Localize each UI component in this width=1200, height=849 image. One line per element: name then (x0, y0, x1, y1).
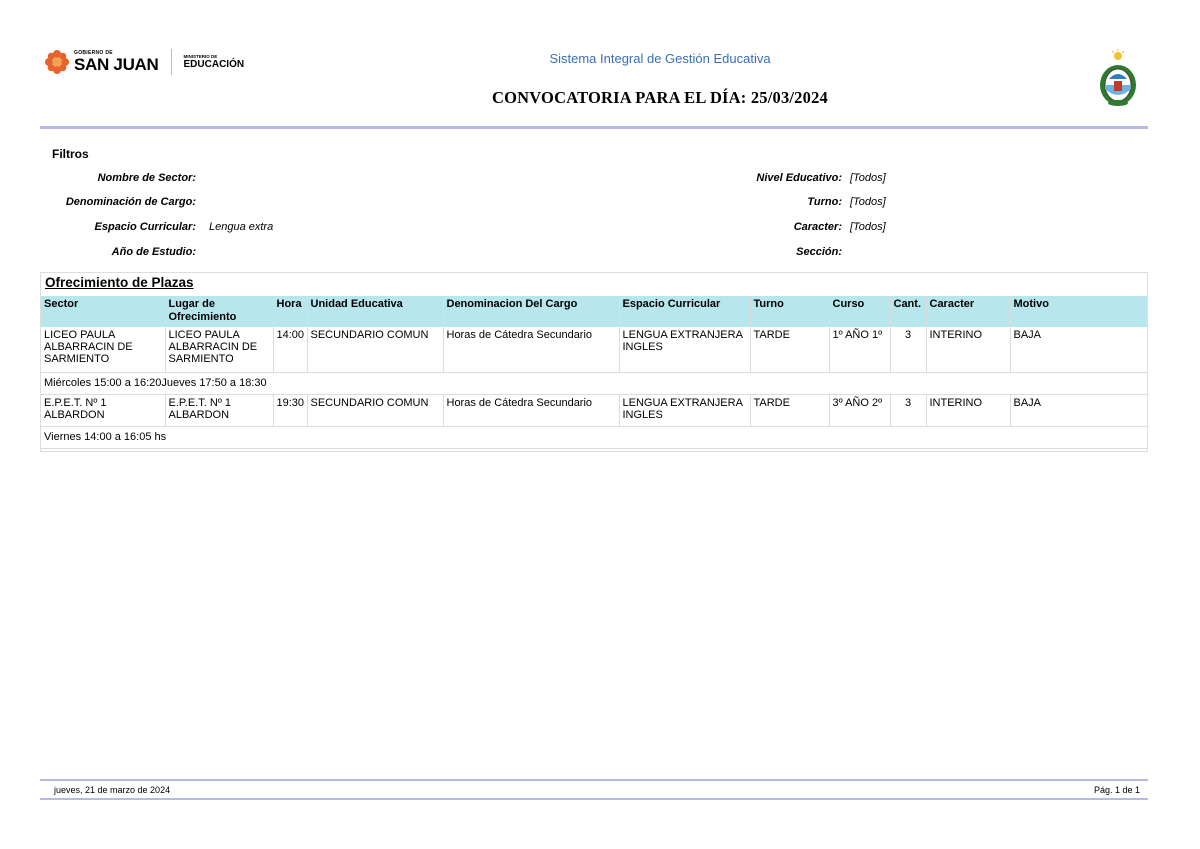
col-header-motivo: Motivo (1010, 296, 1147, 327)
cell-lugar: E.P.E.T. Nº 1 ALBARDON (165, 394, 273, 426)
plazas-heading: Ofrecimiento de Plazas (45, 275, 194, 290)
filter-label-nombre-sector: Nombre de Sector: (97, 172, 196, 184)
ministry-logo-big: EDUCACIÓN (183, 59, 245, 70)
col-header-unidad: Unidad Educativa (307, 296, 443, 327)
header-divider (40, 126, 1148, 129)
filter-label-espacio-curricular: Espacio Curricular: (94, 221, 196, 233)
filter-label-nivel-educativo: Nivel Educativo: (756, 172, 842, 184)
filter-label-denominacion-cargo: Denominación de Cargo: (65, 196, 196, 208)
col-header-caracter: Caracter (926, 296, 1010, 327)
footer-divider-top (40, 779, 1148, 781)
col-header-curso: Curso (829, 296, 890, 327)
cell-cargo: Horas de Cátedra Secundario (443, 327, 619, 372)
cell-motivo: BAJA (1010, 327, 1147, 372)
schedule-row (41, 372, 1147, 394)
cell-espacio: LENGUA EXTRANJERA INGLES (619, 327, 750, 372)
cell-schedule: Miércoles 15:00 a 16:20Jueves 17:50 a 18:30 (41, 372, 1147, 394)
cell-unidad: SECUNDARIO COMUN (307, 394, 443, 426)
table-header-row (41, 296, 1147, 327)
col-header-hora: Hora (273, 296, 307, 327)
filter-label-turno: Turno: (807, 196, 842, 208)
col-header-cargo: Denominacion Del Cargo (443, 296, 619, 327)
footer-date: jueves, 21 de marzo de 2024 (54, 785, 171, 795)
cell-curso: 1º AÑO 1º (829, 327, 890, 372)
cell-unidad: SECUNDARIO COMUN (307, 327, 443, 372)
cell-turno: TARDE (750, 327, 829, 372)
filter-label-seccion: Sección: (796, 246, 842, 258)
filter-value-nivel-educativo: [Todos] (850, 172, 886, 184)
cell-hora: 19:30 (273, 394, 307, 426)
filter-label-anio-estudio: Año de Estudio: (111, 246, 196, 258)
provincial-crest-icon (1098, 49, 1138, 109)
cell-turno: TARDE (750, 394, 829, 426)
cell-espacio: LENGUA EXTRANJERA INGLES (619, 394, 750, 426)
col-header-lugar: Lugar de Ofrecimiento (165, 296, 273, 327)
gov-logo-small: GOBIERNO DE (74, 50, 113, 56)
cell-sector: LICEO PAULA ALBARRACIN DE SARMIENTO (41, 327, 165, 372)
table-row (41, 327, 1147, 372)
cell-caracter: INTERINO (926, 327, 1010, 372)
cell-curso: 3º AÑO 2º (829, 394, 890, 426)
schedule-row (41, 426, 1147, 448)
document-title: CONVOCATORIA PARA EL DÍA: 25/03/2024 (492, 88, 828, 107)
footer-divider-bottom (40, 798, 1148, 800)
ministry-logo-small: MINISTERIO DE (183, 54, 218, 59)
cell-lugar: LICEO PAULA ALBARRACIN DE SARMIENTO (165, 327, 273, 372)
filter-value-espacio-curricular: Lengua extra (209, 221, 274, 233)
filter-value-caracter: [Todos] (850, 221, 886, 233)
cell-cant: 3 (890, 394, 926, 426)
cell-motivo: BAJA (1010, 394, 1147, 426)
filters-heading: Filtros (52, 147, 89, 161)
col-header-cant: Cant. (890, 296, 926, 327)
filter-value-turno: [Todos] (850, 196, 886, 208)
cell-cant: 3 (890, 327, 926, 372)
cell-sector: E.P.E.T. Nº 1 ALBARDON (41, 394, 165, 426)
system-title: Sistema Integral de Gestión Educativa (549, 51, 771, 66)
plazas-section (40, 272, 1148, 452)
col-header-sector: Sector (41, 296, 165, 327)
table-row (41, 394, 1147, 426)
footer-page-number: Pág. 1 de 1 (1093, 785, 1140, 795)
col-header-espacio: Espacio Curricular (619, 296, 750, 327)
filter-label-caracter: Caracter: (793, 221, 842, 233)
cell-caracter: INTERINO (926, 394, 1010, 426)
gov-logo-big: SAN JUAN (74, 55, 159, 74)
cell-cargo: Horas de Cátedra Secundario (443, 394, 619, 426)
cell-hora: 14:00 (273, 327, 307, 372)
plazas-table (41, 296, 1147, 449)
col-header-turno: Turno (750, 296, 829, 327)
cell-schedule: Viernes 14:00 a 16:05 hs (41, 426, 1147, 448)
